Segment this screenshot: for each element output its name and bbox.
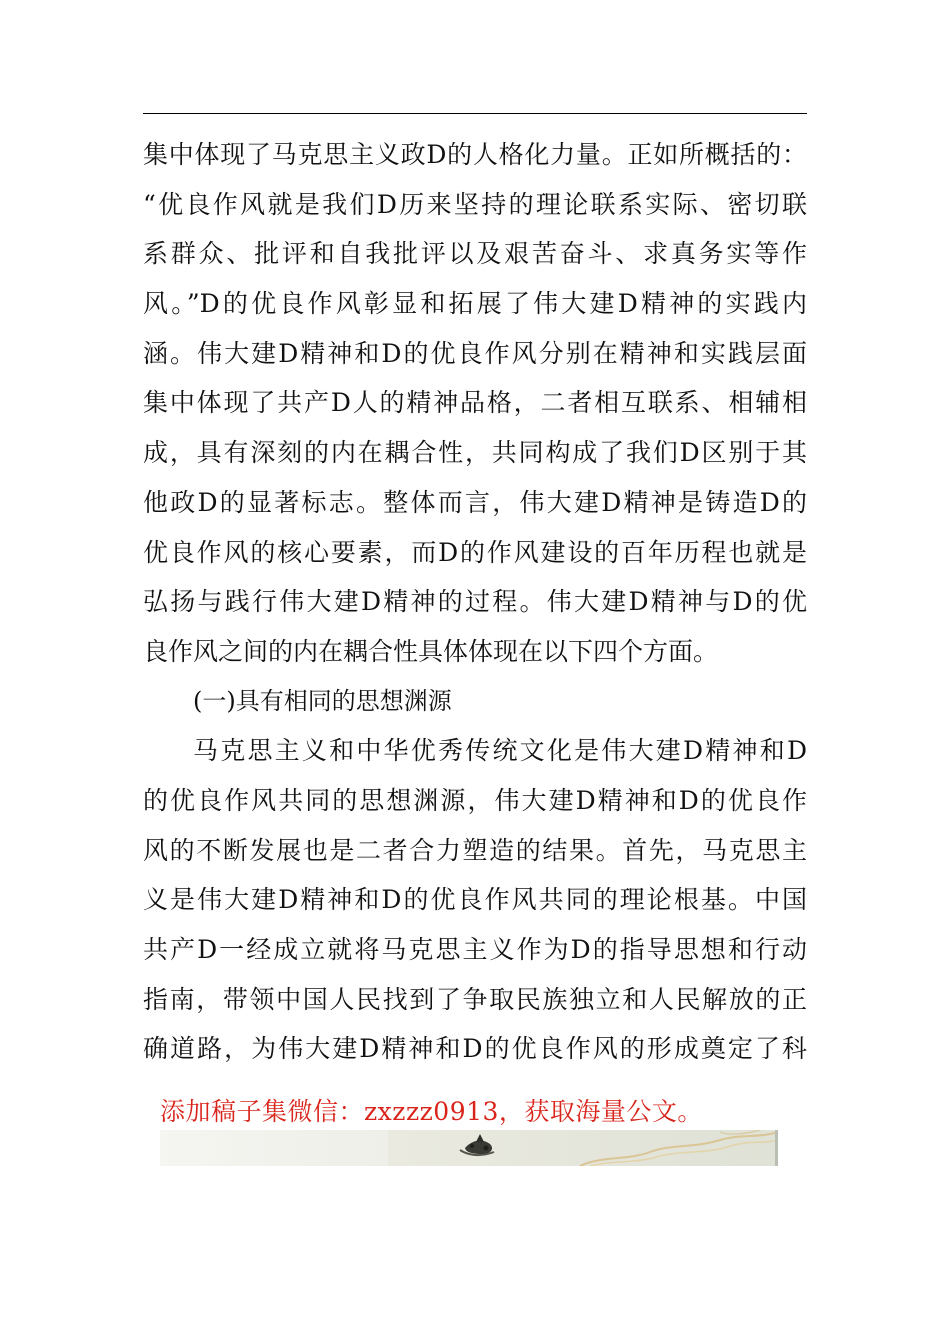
paragraph-line: 良作风之间的内在耦合性具体体现在以下四个方面。 (143, 636, 719, 666)
paragraph-line: 共产D一经成立就将马克思主义作为D的指导思想和行动 (143, 935, 807, 964)
paragraph-line: 风的不断发展也是二者合力塑造的结果。首先，马克思主 (143, 835, 807, 865)
header-rule (143, 113, 807, 114)
paragraph-line: 马克思主义和中华优秀传统文化是伟大建D精神和D (193, 736, 807, 766)
paragraph-line: 涵。伟大建D精神和D的优良作风分别在精神和实践层面 (143, 338, 807, 368)
paragraph-line: 集中体现了共产D人的精神品格，二者相互联系、相辅相 (143, 388, 807, 418)
paragraph-line: 他政D的显著标志。整体而言，伟大建D精神是铸造D的 (143, 487, 807, 517)
paragraph-line: 的优良作风共同的思想渊源，伟大建D精神和D的优良作 (143, 785, 807, 815)
paragraph-line: 优良作风的核心要素，而D的作风建设的百年历程也就是 (143, 537, 807, 567)
body-text (143, 130, 807, 1074)
decorative-banner-image (160, 1130, 778, 1166)
paragraph-line: 指南，带领中国人民找到了争取民族独立和人民解放的正 (143, 984, 807, 1014)
ink-landscape-icon (160, 1130, 778, 1166)
paragraph-line: 义是伟大建D精神和D的优良作风共同的理论根基。中国 (143, 885, 807, 915)
paragraph-line: 系群众、批评和自我批评以及艰苦奋斗、求真务实等作 (143, 239, 807, 269)
paragraph-line: 成，具有深刻的内在耦合性，共同构成了我们D区别于其 (143, 438, 807, 468)
paragraph-line: 集中体现了马克思主义政D的人格化力量。正如所概括的： (143, 140, 807, 169)
paragraph-line: 风。”D的优良作风彰显和拓展了伟大建D精神的实践内 (143, 289, 807, 319)
paragraph-line: 弘扬与践行伟大建D精神的过程。伟大建D精神与D的优 (143, 587, 807, 617)
promo-text: 添加稿子集微信：zxzzz0913，获取海量公文。 (160, 1097, 703, 1126)
paragraph-line: “优良作风就是我们D历来坚持的理论联系实际、密切联 (143, 189, 807, 219)
paragraph-line: 确道路，为伟大建D精神和D的优良作风的形成奠定了科 (143, 1034, 807, 1064)
section-heading: (一)具有相同的思想渊源 (193, 686, 452, 715)
